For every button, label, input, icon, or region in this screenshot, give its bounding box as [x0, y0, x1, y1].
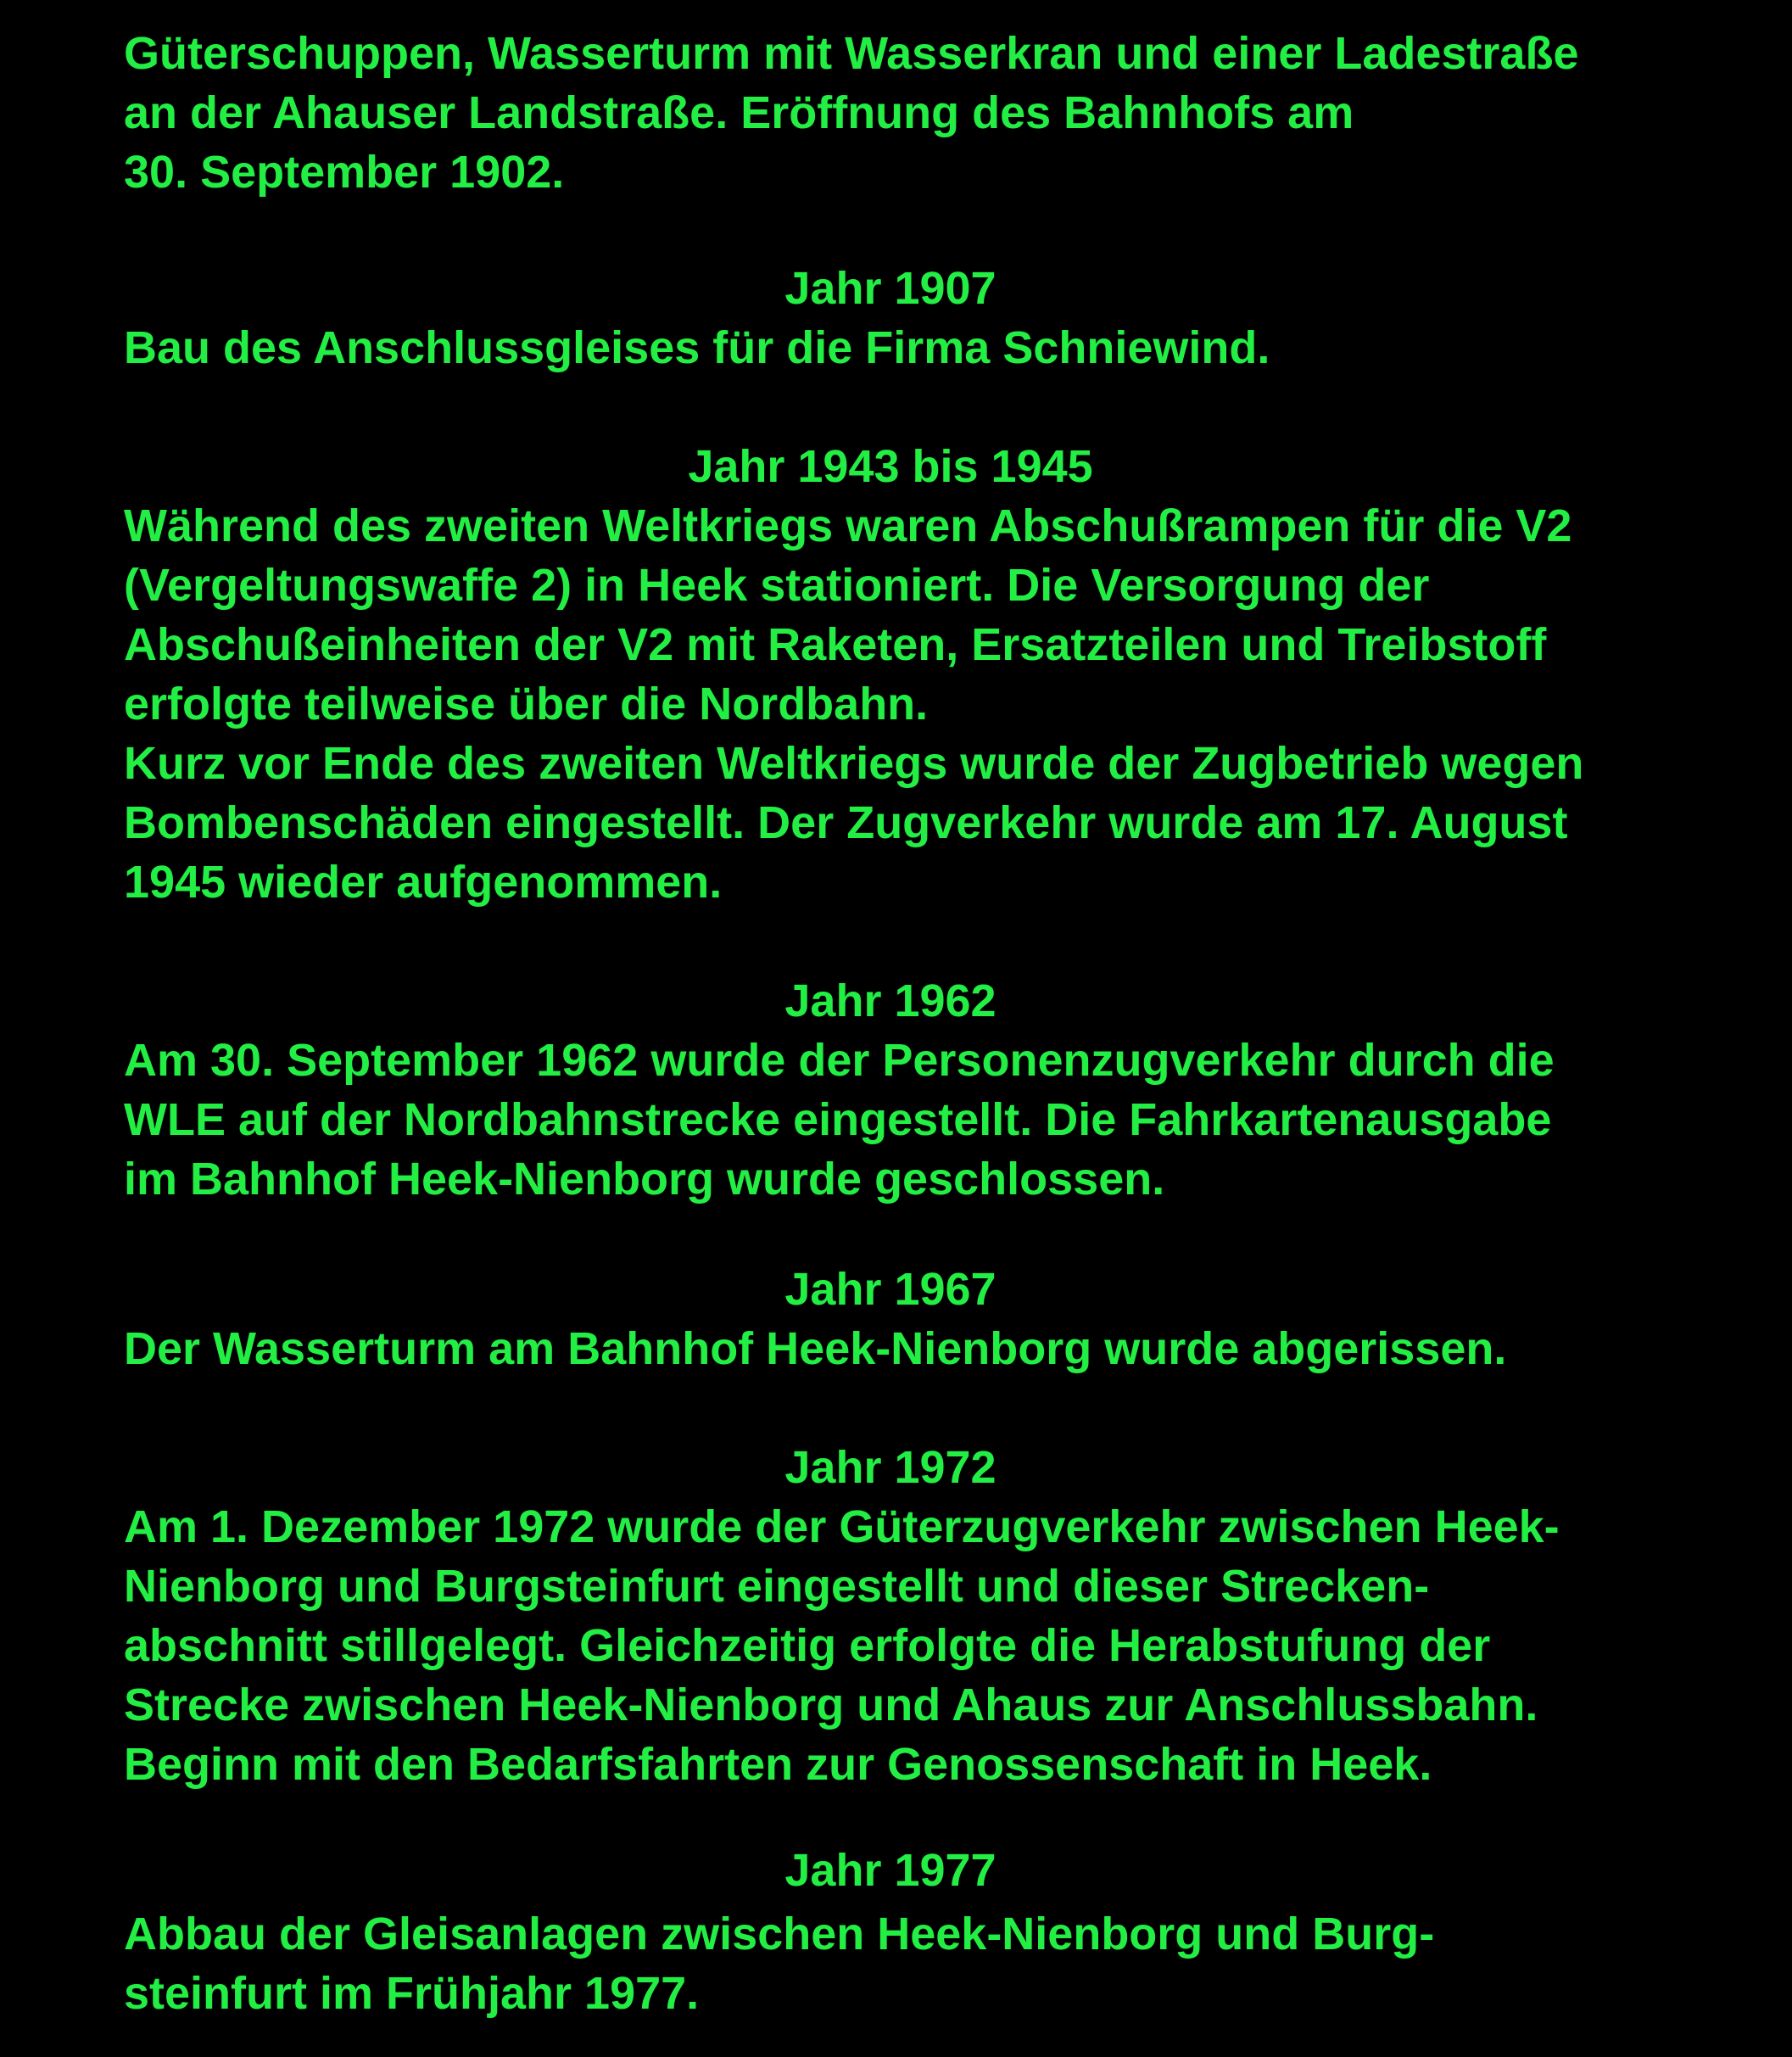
- section-1943-line: Bombenschäden eingestellt. Der Zugverkehr wurde am 17. August: [124, 797, 1568, 848]
- section-1943-line: 1945 wieder aufgenommen.: [124, 857, 723, 908]
- section-1962-line: Am 30. September 1962 wurde der Personenzugverkehr durch die: [124, 1035, 1555, 1086]
- section-1943-line: Abschußeinheiten der V2 mit Raketen, Ersatzteilen und Treibstoff: [124, 619, 1547, 670]
- section-1972-line: abschnitt stillgelegt. Gleichzeitig erfolgte die Herabstufung der: [124, 1620, 1491, 1671]
- section-1943-line: erfolgte teilweise über die Nordbahn.: [124, 679, 929, 729]
- section-1972-line: Strecke zwischen Heek-Nienborg und Ahaus zur Anschlussbahn.: [124, 1680, 1538, 1730]
- intro-line: an der Ahauser Landstraße. Eröffnung des Bahnhofs am: [124, 87, 1354, 138]
- section-1977-line: steinfurt im Frühjahr 1977.: [124, 1968, 700, 2019]
- section-heading-1943-1945: Jahr 1943 bis 1945: [688, 441, 1093, 492]
- section-heading-1962: Jahr 1962: [784, 975, 996, 1026]
- section-1972-line: Beginn mit den Bedarfsfahrten zur Genossenschaft in Heek.: [124, 1739, 1432, 1790]
- section-1907-line: Bau des Anschlussgleises für die Firma Schniewind.: [124, 322, 1270, 373]
- section-heading-1967: Jahr 1967: [784, 1264, 996, 1315]
- section-1943-line: Während des zweiten Weltkriegs waren Abschußrampen für die V2: [124, 500, 1572, 551]
- intro-line: Güterschuppen, Wasserturm mit Wasserkran und einer Ladestraße: [124, 28, 1579, 79]
- intro-line: 30. September 1902.: [124, 147, 565, 198]
- section-1943-line: Kurz vor Ende des zweiten Weltkriegs wurde der Zugbetrieb wegen: [124, 738, 1584, 789]
- section-1977-line: Abbau der Gleisanlagen zwischen Heek-Nienborg und Burg-: [124, 1909, 1435, 1959]
- section-1967-line: Der Wasserturm am Bahnhof Heek-Nienborg wurde abgerissen.: [124, 1323, 1507, 1374]
- section-heading-1972: Jahr 1972: [784, 1442, 996, 1493]
- section-1943-line: (Vergeltungswaffe 2) in Heek stationiert. Die Versorgung der: [124, 560, 1430, 611]
- section-heading-1907: Jahr 1907: [784, 263, 996, 314]
- section-1962-line: im Bahnhof Heek-Nienborg wurde geschlossen.: [124, 1154, 1165, 1205]
- section-1962-line: WLE auf der Nordbahnstrecke eingestellt. Die Fahrkartenausgabe: [124, 1094, 1552, 1145]
- section-1972-line: Nienborg und Burgsteinfurt eingestellt und dieser Strecken-: [124, 1561, 1430, 1612]
- section-heading-1977: Jahr 1977: [784, 1845, 996, 1896]
- section-1972-line: Am 1. Dezember 1972 wurde der Güterzugverkehr zwischen Heek-: [124, 1501, 1560, 1552]
